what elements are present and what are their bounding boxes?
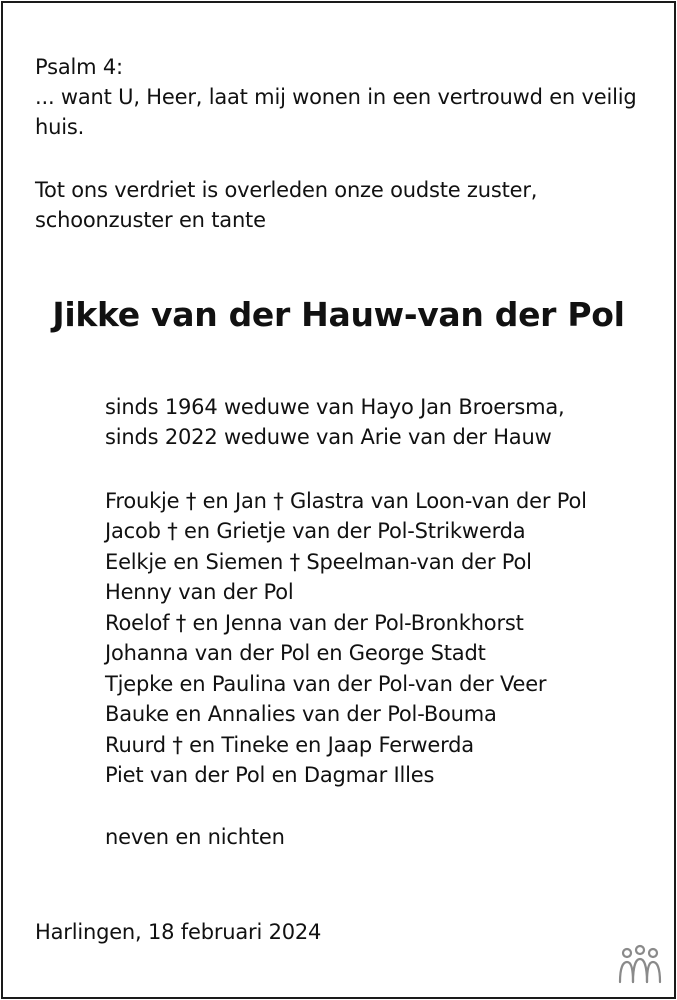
- relative-line: Jacob † en Grietje van der Pol-Strikwerda: [105, 519, 526, 543]
- announcement-line-2: schoonzuster en tante: [35, 208, 266, 232]
- relative-line: Bauke en Annalies van der Pol-Bouma: [105, 702, 497, 726]
- relative-line: Henny van der Pol: [105, 580, 294, 604]
- place-date: Harlingen, 18 februari 2024: [35, 920, 322, 944]
- relative-line: Tjepke en Paulina van der Pol-van der Veer: [105, 672, 547, 696]
- psalm-quote-line-2: huis.: [35, 115, 85, 139]
- nephews-nieces-line: neven en nichten: [105, 825, 285, 849]
- deceased-name: Jikke van der Hauw-van der Pol: [52, 295, 625, 334]
- relative-line: Piet van der Pol en Dagmar Illes: [105, 763, 435, 787]
- relative-line: Roelof † en Jenna van der Pol-Bronkhorst: [105, 611, 524, 635]
- relative-line: Eelkje en Siemen † Speelman-van der Pol: [105, 550, 532, 574]
- relative-line: Ruurd † en Tineke en Jaap Ferwerda: [105, 733, 474, 757]
- widow-info-line: sinds 1964 weduwe van Hayo Jan Broersma,: [105, 395, 565, 419]
- relative-line: Johanna van der Pol en George Stadt: [105, 641, 486, 665]
- relative-line: Froukje † en Jan † Glastra van Loon-van der Pol: [105, 489, 587, 513]
- psalm-quote-line-1: ... want U, Heer, laat mij wonen in een vertrouwd en veilig: [35, 85, 637, 109]
- announcement-line-1: Tot ons verdriet is overleden onze oudste zuster,: [35, 178, 538, 202]
- widow-info-line: sinds 2022 weduwe van Arie van der Hauw: [105, 425, 552, 449]
- people-group-icon: [617, 944, 663, 986]
- psalm-reference: Psalm 4:: [35, 55, 123, 79]
